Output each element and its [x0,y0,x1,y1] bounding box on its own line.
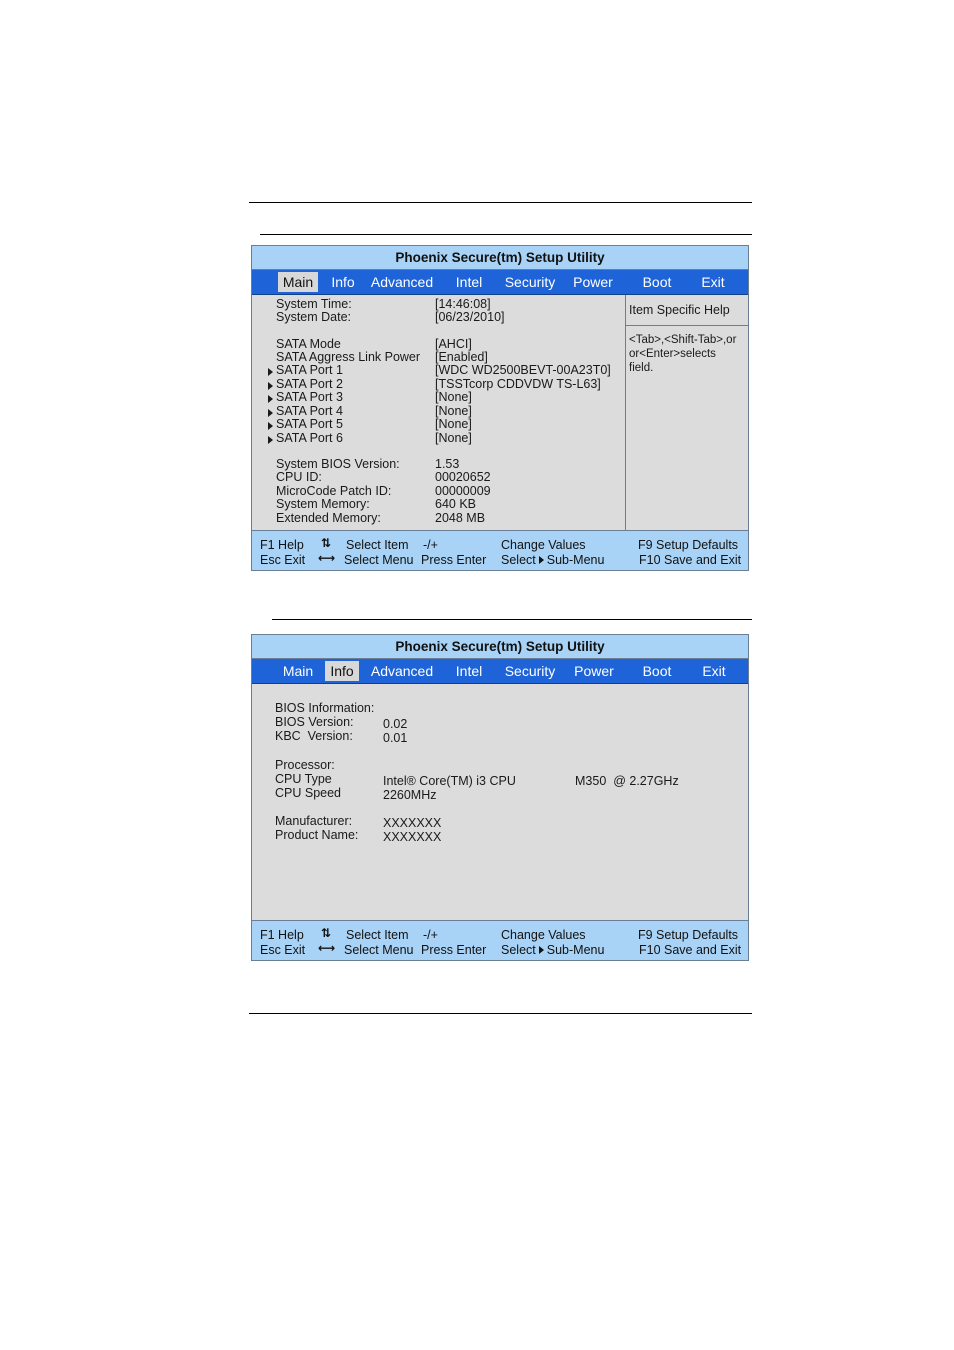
product-name-value: XXXXXXX [383,830,442,844]
select-submenu-hint [501,943,604,957]
top-rule [249,202,752,203]
sub-menu-hint: Sub-Menu [546,943,605,957]
esc-exit-key: Esc Exit [260,943,306,957]
press-enter-key: Press Enter [421,553,487,567]
tab-intel[interactable]: Intel [455,663,483,679]
section-rule-2 [272,619,752,620]
tab-exit[interactable]: Exit [702,663,726,679]
info-label: Manufacturer: [275,814,353,828]
sata-port-3-value: [None] [435,390,472,404]
setting-label: System Time: [276,297,352,311]
info-panel [252,684,748,920]
setting-label: System Date: [276,310,352,324]
sata-mode-value[interactable]: [AHCI] [435,337,472,351]
system-date-value[interactable]: [06/23/2010] [435,310,505,324]
microcode-value: 00000009 [435,484,491,498]
right-arrow-icon [539,556,544,564]
tab-main[interactable]: Main [282,663,314,679]
sata-port-6-item[interactable]: SATA Port 6 [276,431,343,445]
select-hint: Select [501,553,536,567]
kbc-version-value: 0.01 [383,731,408,745]
info-label: Processor: [275,758,335,772]
help-text: <Tab>,<Shift-Tab>,or or<Enter>selects field. [629,334,737,374]
tab-security[interactable]: Security [504,663,556,679]
f9-defaults-key: F9 Setup Defaults [638,928,739,942]
submenu-arrow-icon [268,436,273,444]
info-label: KBC Version: [275,729,353,743]
sata-port-1-item[interactable]: SATA Port 1 [276,363,343,377]
f9-defaults-key: F9 Setup Defaults [638,538,739,552]
tab-power[interactable]: Power [573,274,613,290]
info-label: CPU Speed [275,786,342,800]
submenu-arrow-icon [268,409,273,417]
tab-info[interactable]: Info [325,661,359,681]
f10-save-exit-key: F10 Save and Exit [639,943,742,957]
cpu-type-value: Intel® Core(TM) i3 CPU [383,774,516,788]
bios-main-screen [251,245,749,571]
f10-save-exit-key: F10 Save and Exit [639,553,742,567]
cpu-id-value: 00020652 [435,470,491,484]
section-rule-1 [260,234,752,235]
submenu-arrow-icon [268,382,273,390]
select-hint: Select [501,943,536,957]
sata-port-4-item[interactable]: SATA Port 4 [276,404,343,418]
setting-label: MicroCode Patch ID: [276,484,392,498]
tab-security[interactable]: Security [504,274,556,290]
sata-port-1-value: [WDC WD2500BEVT-00A23T0] [435,363,611,377]
sata-port-6-value: [None] [435,431,472,445]
press-enter-key: Press Enter [421,943,487,957]
key-legend-footer [252,920,748,960]
info-label: CPU Type [275,772,332,786]
select-submenu-hint [501,553,604,567]
bottom-rule [249,1013,752,1014]
setting-label: SATA Mode [276,337,341,351]
sata-port-4-value: [None] [435,404,472,418]
setting-label: System BIOS Version: [276,457,400,471]
item-help-pane [625,295,748,530]
change-values-hint: Change Values [501,538,586,552]
select-menu-hint: Select Menu [344,553,414,567]
left-right-arrows-icon: ⟷ [318,941,336,955]
change-values-hint: Change Values [501,928,586,942]
sata-port-3-item[interactable]: SATA Port 3 [276,390,343,404]
menu-bar [252,659,748,684]
f1-help-key: F1 Help [260,928,304,942]
system-time-value[interactable]: [14:46:08] [435,297,491,311]
submenu-arrow-icon [268,368,273,376]
main-settings-panel [252,295,748,530]
tab-main[interactable]: Main [278,272,318,292]
setting-label: Extended Memory: [276,511,381,525]
setting-label: System Memory: [276,497,370,511]
tab-advanced[interactable]: Advanced [370,274,434,290]
up-down-arrows-icon: ⇅ [321,536,332,550]
sata-port-2-item[interactable]: SATA Port 2 [276,377,343,391]
key-legend-footer [252,530,748,570]
tab-info[interactable]: Info [331,274,355,290]
utility-title: Phoenix Secure(tm) Setup Utility [252,246,748,270]
select-item-hint: Select Item [346,538,409,552]
f1-help-key: F1 Help [260,538,304,552]
select-item-hint: Select Item [346,928,409,942]
setting-label: SATA Aggress Link Power [276,350,421,364]
sata-port-2-value: [TSSTcorp CDDVDW TS-L63] [435,377,601,391]
menu-bar [252,270,748,295]
sata-aggress-value[interactable]: [Enabled] [435,350,488,364]
extended-memory-value: 2048 MB [435,511,486,525]
minus-plus-key: -/+ [423,928,438,942]
tab-intel[interactable]: Intel [455,274,483,290]
info-label: Product Name: [275,828,359,842]
submenu-arrow-icon [268,422,273,430]
submenu-arrow-icon [268,395,273,403]
info-label: BIOS Version: [275,715,354,729]
minus-plus-key: -/+ [423,538,438,552]
tab-advanced[interactable]: Advanced [370,663,434,679]
help-header: Item Specific Help [626,295,748,326]
bios-version-value: 1.53 [435,457,460,471]
bios-version-value: 0.02 [383,717,408,731]
utility-title: Phoenix Secure(tm) Setup Utility [252,635,748,659]
cpu-model-value: M350 @ 2.27GHz [575,774,679,788]
cpu-speed-value: 2260MHz [383,788,437,802]
sata-port-5-item[interactable]: SATA Port 5 [276,417,343,431]
right-arrow-icon [539,946,544,954]
left-right-arrows-icon: ⟷ [318,551,336,565]
tab-boot[interactable]: Boot [642,274,672,290]
esc-exit-key: Esc Exit [260,553,306,567]
info-label: BIOS Information: [275,701,375,715]
system-memory-value: 640 KB [435,497,477,511]
sata-port-5-value: [None] [435,417,472,431]
tab-power[interactable]: Power [574,663,614,679]
tab-boot[interactable]: Boot [642,663,672,679]
up-down-arrows-icon: ⇅ [321,926,332,940]
manufacturer-value: XXXXXXX [383,816,442,830]
select-menu-hint: Select Menu [344,943,414,957]
tab-exit[interactable]: Exit [701,274,725,290]
setting-label: CPU ID: [276,470,322,484]
sub-menu-hint: Sub-Menu [546,553,605,567]
bios-info-screen [251,634,749,961]
